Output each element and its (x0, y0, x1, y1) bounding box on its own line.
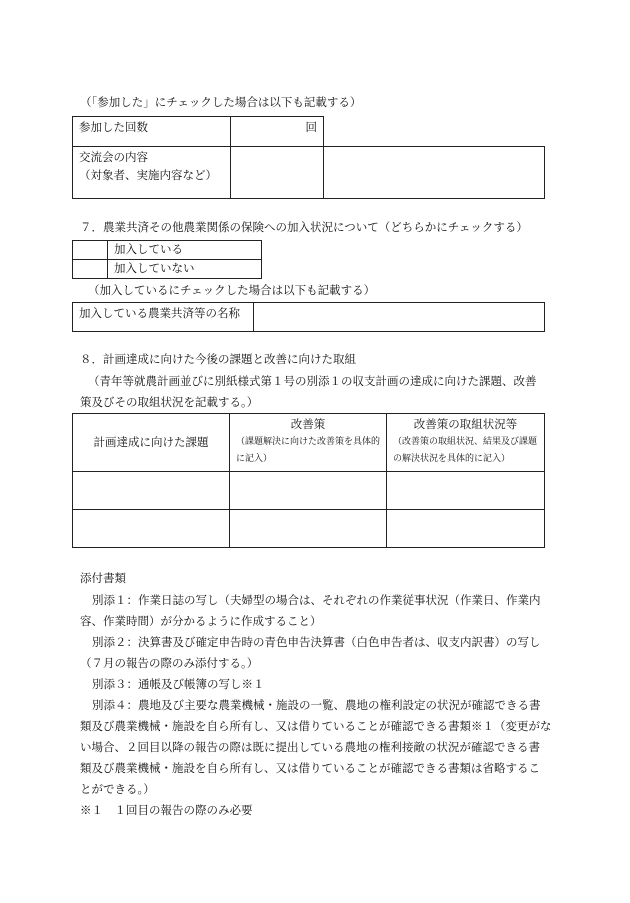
section7-title: ７．農業共済その他農業関係の保険への加入状況について（どちらかにチェックする） (80, 220, 528, 234)
header-status (387, 414, 545, 472)
empty-cell (324, 117, 545, 147)
section7-note: （加入しているにチェックした場合は以下も記載する） (88, 283, 376, 297)
improvement-cell-2[interactable] (230, 510, 387, 548)
footnote: ※１ １回目の報告の際のみ必要 (80, 803, 253, 817)
attachment-3-line-1: 別添３：通帳及び帳簿の写し※１ (92, 677, 265, 691)
header-status-sub-2: の解決状況を具体的に記入） (393, 453, 511, 464)
insurance-name-table (72, 302, 545, 332)
exchange-content-label-1: 交流会の内容 (79, 150, 148, 164)
checkbox-not-enrolled[interactable] (73, 260, 108, 279)
improvement-cell-1[interactable] (230, 472, 387, 510)
insurance-check-table (72, 240, 262, 279)
status-cell-1[interactable] (387, 472, 545, 510)
participation-table (72, 116, 545, 199)
header-improvement-title: 改善策 (290, 417, 326, 431)
issue-cell-2[interactable] (73, 510, 230, 548)
section6-note: （「参加した」にチェックした場合は以下も記載する） (80, 95, 362, 109)
attachment-4-line-4: 類及び農業機械・施設を自ら所有し、又は借りていることが確認できる書類は省略するこ (80, 761, 540, 775)
exchange-content-cell-1[interactable] (231, 147, 324, 199)
attachment-2-line-2: （７月の報告の際のみ添付する。） (80, 656, 259, 670)
participation-count-cell[interactable] (231, 117, 324, 147)
section8-title: ８．計画達成に向けた今後の課題と改善に向けた取組 (80, 352, 356, 366)
attachment-2-line-1: 別添２：決算書及び確定申告時の青色申告決算書（白色申告者は、収支内訳書）の写し (92, 635, 541, 649)
section8-desc-1: （青年等就農計画並びに別紙様式第１号の別添１の収支計画の達成に向けた課題、改善 (88, 374, 537, 388)
attachment-4-line-3: い場合、２回目以降の報告の際は既に提出している農地の権利接敵の状況が確認できる書 (80, 740, 540, 754)
header-status-sub-1: （改善策の取組状況、結果及び課題 (393, 436, 538, 447)
participation-count-label: 参加した回数 (73, 117, 231, 147)
header-improvement-sub-2: に記入） (236, 453, 273, 464)
option-enrolled: 加入している (108, 241, 262, 260)
attachment-1-line-1: 別添１：作業日誌の写し（夫婦型の場合は、それぞれの作業従事状況（作業日、作業内 (92, 593, 541, 607)
exchange-content-label-2: （対象者、実施内容など） (79, 167, 217, 182)
attachment-4-line-1: 別添４：農地及び主要な農業機械・施設の一覧、農地の権利設定の状況が確認できる書 (92, 698, 541, 712)
issues-table (72, 413, 545, 548)
status-cell-2[interactable] (387, 510, 545, 548)
attachments-title: 添付書類 (80, 571, 126, 585)
section8-desc-2: 策及びその取組状況を記載する。） (80, 395, 259, 409)
checkbox-enrolled[interactable] (73, 241, 108, 260)
header-improvement-sub-1: （課題解決に向けた改善策を具体的 (236, 436, 381, 447)
attachment-4-line-2: 類及び農業機械・施設を自ら所有し、又は借りていることが確認できる書類※１（変更がな (80, 719, 552, 733)
count-unit: 回 (305, 120, 317, 134)
exchange-content-cell-2[interactable] (324, 147, 545, 199)
header-issues: 計画達成に向けた課題 (73, 414, 230, 472)
exchange-content-label (73, 147, 231, 199)
option-not-enrolled: 加入していない (108, 260, 262, 279)
header-improvement (230, 414, 387, 472)
attachment-4-line-5: とができる。） (80, 782, 155, 796)
insurance-name-cell[interactable] (254, 303, 545, 332)
issue-cell-1[interactable] (73, 472, 230, 510)
attachment-1-line-2: 容、作業時間）が分かるように作成すること） (80, 614, 322, 628)
insurance-name-label: 加入している農業共済等の名称 (73, 303, 254, 332)
header-status-title: 改善策の取組状況等 (413, 417, 518, 431)
